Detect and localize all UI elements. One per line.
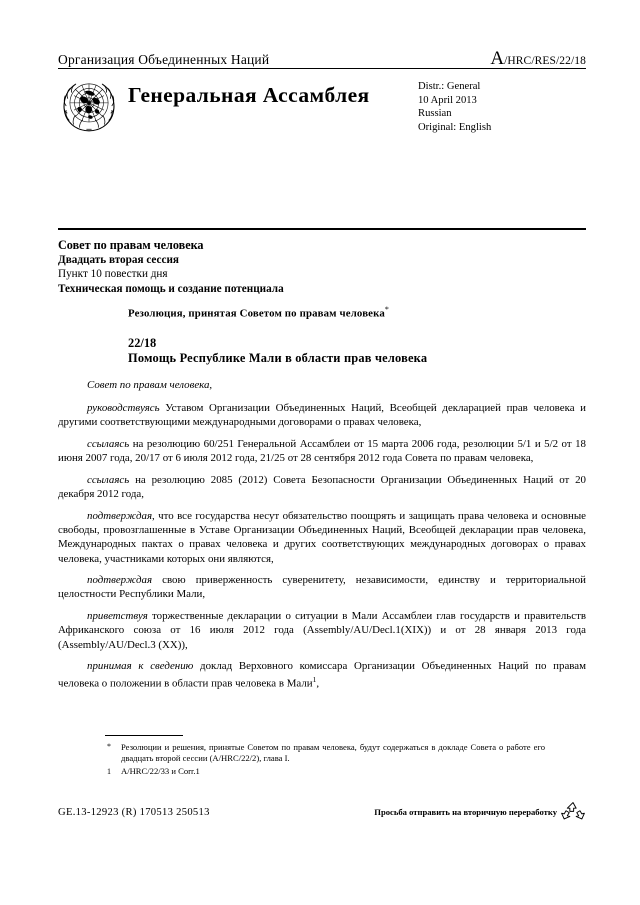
resolution-title: Помощь Республике Мали в области прав человека bbox=[128, 351, 428, 365]
document-original-language: Original: English bbox=[418, 121, 492, 133]
paragraph-text: , что все государства несут обязательство поощрять и защищать права человека и основные свободы, провозглашенные в Уставе Организации Объединенных Наций, Всеобщей декларации прав человека, Международных пактах о правах человека и других соответствующих международных договорах о правах человека, участниками которых они являются, bbox=[58, 509, 586, 565]
document-symbol-rest: /HRC/RES/22/18 bbox=[504, 55, 586, 67]
document-language: Russian bbox=[418, 108, 452, 120]
preamble-opening-text: Совет по правам человека, bbox=[87, 379, 213, 391]
paragraph-lead-word: ссылаясь bbox=[87, 474, 130, 487]
footnote-text: Резолюции и решения, принятые Советом по правам человека, будут содержаться в докладе Совета о работе его двадцать второй сессии (A/HRC/22/2), глава I. bbox=[121, 742, 545, 764]
session-block bbox=[58, 238, 586, 296]
document-symbol bbox=[490, 48, 586, 70]
page-title: Генеральная Ассамблея bbox=[128, 83, 370, 107]
paragraph-text: на резолюцию 60/251 Генеральной Ассамблеи от 15 марта 2006 года, резолюции 5/1 и 5/2 от 18 июня 2007 года, 20/17 от 6 июля 2012 года, 21/25 от 28 сентября 2012 года Совета по правам человека, bbox=[58, 438, 586, 465]
resolution-number: 22/18 bbox=[128, 336, 157, 350]
preamble-paragraph bbox=[58, 401, 586, 429]
recycle-notice bbox=[374, 800, 586, 824]
paragraph-lead-word: руководствуясь bbox=[87, 402, 160, 415]
resolution-adopted-heading bbox=[128, 305, 389, 320]
paragraph-text: свою приверженность суверенитету, независимости, единству и территориальной целостности Республики Мали, bbox=[58, 574, 586, 601]
paragraph-text: Уставом Организации Объединенных Наций, Всеобщей декларацией прав человека и другими соответствующими международными договорами о правах человека, bbox=[58, 402, 586, 429]
document-date: 10 April 2013 bbox=[418, 94, 477, 106]
paragraph-lead-word: ссылаясь bbox=[87, 438, 130, 451]
preamble-opening bbox=[58, 378, 586, 392]
preamble-paragraph bbox=[58, 473, 586, 501]
footnote-divider bbox=[105, 735, 183, 736]
organization-name: Организация Объединенных Наций bbox=[58, 52, 270, 67]
agenda-item: Пункт 10 повестки дня bbox=[58, 268, 168, 281]
preamble-paragraph bbox=[58, 659, 586, 691]
preamble-paragraph bbox=[58, 509, 586, 566]
recycle-icon bbox=[560, 800, 586, 824]
paragraph-lead-word: подтверждая bbox=[87, 574, 153, 587]
paragraph-text: торжественные декларации о ситуации в Мали Ассамблеи глав государств и правительств Африканского союза от 16 июля 2012 года (Assembly/AU/Decl.1(XIX)) и от 28 января 2013 года (Assembly/AU/Decl.3 (XX)), bbox=[58, 610, 586, 651]
paragraph-lead-word: принимая к сведению bbox=[87, 660, 194, 673]
distribution-type: Distr.: General bbox=[418, 81, 481, 92]
footnote-marker: 1 bbox=[107, 766, 111, 776]
job-number: GE.13-12923 (R) 170513 250513 bbox=[58, 806, 210, 818]
resolution-adopted-text: Резолюция, принятая Советом по правам человека bbox=[128, 307, 385, 320]
recycle-text: Просьба отправить на вторичную переработку bbox=[374, 807, 557, 817]
paragraph-lead-word: подтверждая bbox=[87, 509, 153, 522]
footnote bbox=[105, 742, 545, 765]
footnotes bbox=[105, 742, 545, 778]
page-footer bbox=[58, 800, 586, 824]
header-section-divider bbox=[58, 228, 586, 230]
preamble-paragraph bbox=[58, 437, 586, 465]
footnote-marker: * bbox=[107, 742, 111, 751]
preamble-paragraph bbox=[58, 609, 586, 652]
paragraph-footnote-marker: 1 bbox=[312, 675, 317, 685]
masthead-body-row bbox=[58, 77, 586, 143]
footnote bbox=[105, 766, 545, 777]
paragraph-text: доклад Верховного комиссара Организации Объединенных Наций по правам человека о положении в области прав человека в Мали bbox=[58, 660, 586, 691]
footnote-text: A/HRC/22/33 и Corr.1 bbox=[121, 765, 200, 776]
agenda-item-title: Техническая помощь и создание потенциала bbox=[58, 282, 284, 295]
masthead bbox=[58, 48, 586, 143]
distribution-block bbox=[418, 80, 491, 134]
preamble-paragraph bbox=[58, 573, 586, 601]
un-emblem-icon bbox=[58, 77, 120, 135]
session-number: Двадцать вторая сессия bbox=[58, 253, 179, 266]
paragraph-text: на резолюцию 2085 (2012) Совета Безопасности Организации Объединенных Наций от 20 декабря 2012 года, bbox=[58, 474, 586, 501]
paragraph-lead-word: приветствуя bbox=[87, 610, 148, 623]
paragraph-tail: , bbox=[316, 678, 320, 691]
preamble bbox=[58, 378, 586, 699]
document-symbol-prefix: A bbox=[490, 48, 505, 69]
resolution-adopted-footnote-marker: * bbox=[384, 305, 390, 314]
council-name: Совет по правам человека bbox=[58, 238, 204, 252]
masthead-top-row bbox=[58, 48, 586, 69]
